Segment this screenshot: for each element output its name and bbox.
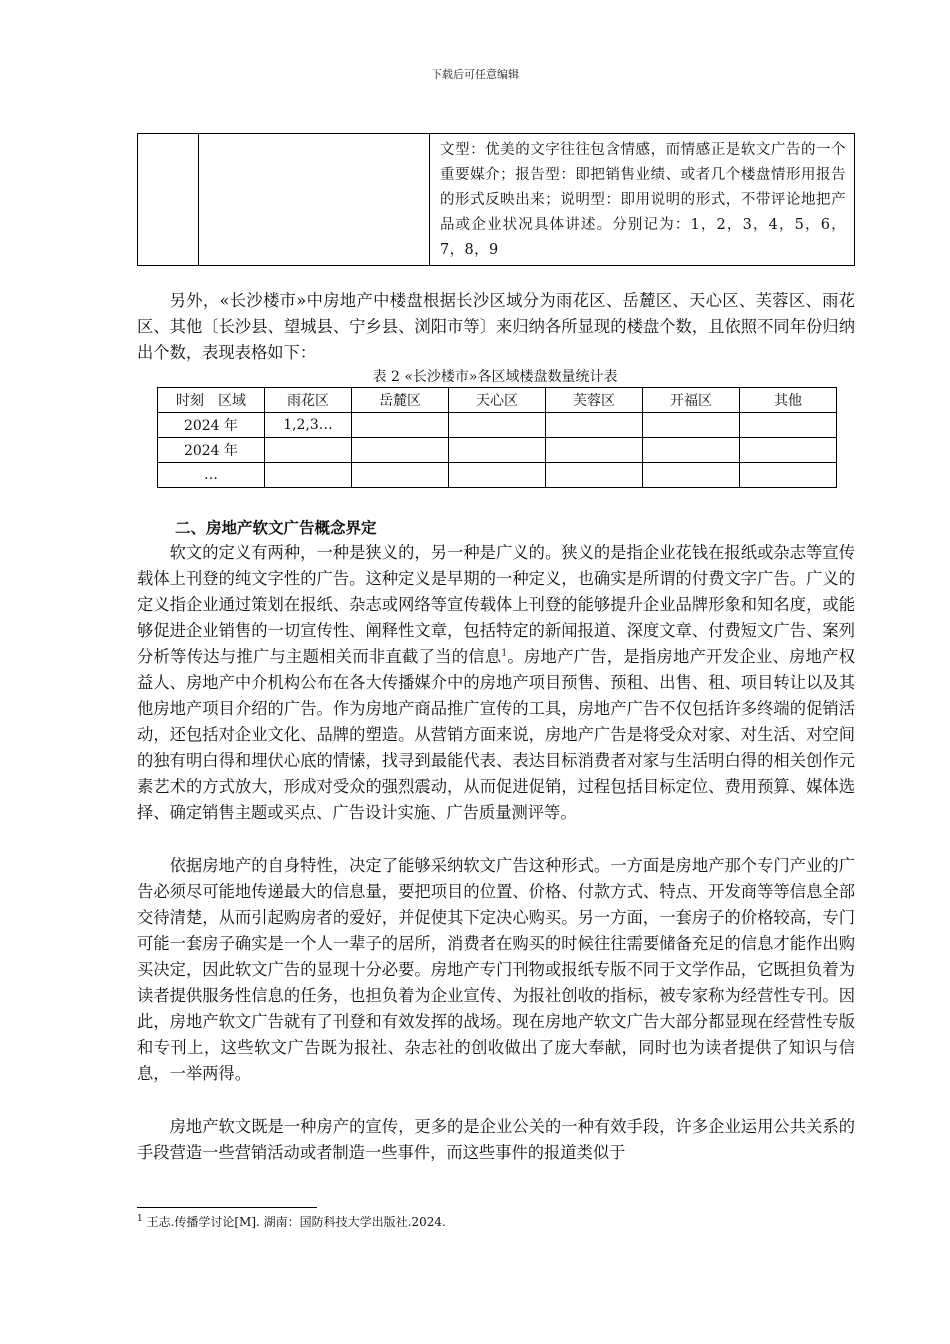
- table-cell: [449, 413, 546, 438]
- table-cell: [740, 413, 837, 438]
- table-cell: 2024 年: [158, 413, 265, 438]
- table-cell: [138, 134, 199, 266]
- table-cell: [740, 438, 837, 463]
- paragraph-pr: 房地产软文既是一种房产的宣传，更多的是企业公关的一种有效手段，许多企业运用公共关系的手段营造一些营销活动或者制造一些事件，而这些事件的报道类似于: [137, 1117, 855, 1162]
- footnote-marker: 1: [501, 648, 508, 659]
- column-header: 开福区: [643, 388, 740, 413]
- table-caption: 表 2 «长沙楼市»各区域楼盘数量统计表: [372, 369, 618, 385]
- column-header: 雨花区: [265, 388, 352, 413]
- table-cell: [546, 438, 643, 463]
- table-cell: [643, 438, 740, 463]
- footnote-separator: [137, 1207, 317, 1208]
- continued-table: [137, 133, 855, 266]
- table-cell: [740, 463, 837, 488]
- table-cell: [546, 413, 643, 438]
- column-header: 芙蓉区: [546, 388, 643, 413]
- table-cell: [265, 463, 352, 488]
- table-cell-text: 文型：优美的文字往往包含情感，而情感正是软文广告的一个重要媒介；报告型：即把销售业绩、或者几个楼盘情形用报告的形式反映出来；说明型：即用说明的形式，不带评论地把产品或企业状况具体讲述。分别记为：1，2，3，4，5，6，7，8，9: [430, 134, 855, 266]
- intro-paragraph: 另外，«长沙楼市»中房地产中楼盘根据长沙区域分为雨花区、岳麓区、天心区、芙蓉区、雨花区、其他〔长沙县、望城县、宁乡县、浏阳市等〕来归纳各所显现的楼盘个数，且依照不同年份归纳出个数，表现表格如下：: [137, 291, 855, 362]
- footnote-number: 1: [137, 1214, 143, 1224]
- table-header-row: [158, 388, 837, 413]
- table-cell: [352, 438, 449, 463]
- table-cell: [265, 438, 352, 463]
- footnote-text: 王志.传播学讨论[M]. 湖南：国防科技大学出版社.2024.: [146, 1215, 446, 1229]
- table-cell: [449, 438, 546, 463]
- footnote: [137, 1213, 446, 1230]
- table-cell: [546, 463, 643, 488]
- table-cell: [352, 463, 449, 488]
- column-header: 其他: [740, 388, 837, 413]
- table-cell: [643, 413, 740, 438]
- table-cell: [643, 463, 740, 488]
- paragraph-characteristics: 依据房地产的自身特性，决定了能够采纳软文广告这种形式。一方面是房地产那个专门产业的广告必须尽可能地传递最大的信息量，要把项目的位置、价格、付款方式、特点、开发商等等信息全部交待清楚，从而引起购房者的爱好，并促使其下定决心购买。另一方面，一套房子的价格较高，专门可能一套房子确实是一个人一辈子的居所，消费者在购买的时候往往需要储备充足的信息才能作出购买决定，因此软文广告的显现十分必要。房地产专门刊物或报纸专版不同于文学作品，它既担负着为读者提供服务性信息的任务，也担负着为企业宣传、为报社创收的指标，被专家称为经营性专刊。因此，房地产软文广告就有了刊登和有效发挥的战场。现在房地产软文广告大部分都显现在经营性专版和专刊上，这些软文广告既为报社、杂志社的创收做出了庞大奉献，同时也为读者提供了知识与信息，一举两得。: [137, 856, 855, 1083]
- paragraph-text: 。房地产广告，是指房地产开发企业、房地产权益人、房地产中介机构公布在各大传播媒介中的房地产项目预售、预租、出售、租、项目转让以及其他房地产项目介绍的广告。作为房地产商品推广宣传的工具，房地产广告不仅包括许多终端的促销活动，还包括对企业文化、品牌的塑造。从营销方面来说，房地产广告是将受众对家、对生活、对空间的独有明白得和埋伏心底的情愫，找寻到最能代表、表达目标消费者对家与生活明白得的相关创作元素艺术的方式放大，形成对受众的强烈震动，从而促进促销，过程包括目标定位、费用预算、媒体选择、确定销售主题或买点、广告设计实施、广告质量测评等。: [137, 647, 855, 822]
- column-header: 天心区: [449, 388, 546, 413]
- paragraph-text: 软文的定义有两种，一种是狭义的，另一种是广义的。狭义的是指企业花钱在报纸或杂志等宣传载体上刊登的纯文字性的广告。这种定义是早期的一种定义，也确实是所谓的付费文字广告。广义的定义指企业通过策划在报纸、杂志或网络等宣传载体上刊登的能够提升企业品牌形象和知名度，或能够促进企业销售的一切宣传性、阐释性文章，包括特定的新闻报道、深度文章、付费短文广告、案列分析等传达与推广与主题相关而非直截了当的信息: [137, 543, 855, 666]
- table-cell: …: [158, 463, 265, 488]
- table-cell: 2024 年: [158, 438, 265, 463]
- table-row: [158, 413, 837, 438]
- table-row: [138, 134, 855, 266]
- table-cell: [199, 134, 430, 266]
- page-header: 下载后可任意编辑: [431, 68, 519, 81]
- table-row: [158, 463, 837, 488]
- table-cell: [352, 413, 449, 438]
- paragraph-definition: [137, 540, 855, 826]
- table-cell: 1,2,3…: [265, 413, 352, 438]
- district-stats-table: [157, 387, 837, 488]
- section-heading: 二、房地产软文广告概念界定: [175, 519, 377, 537]
- column-header: 时刻 区域: [158, 388, 265, 413]
- table-row: [158, 438, 837, 463]
- table-cell: [449, 463, 546, 488]
- column-header: 岳麓区: [352, 388, 449, 413]
